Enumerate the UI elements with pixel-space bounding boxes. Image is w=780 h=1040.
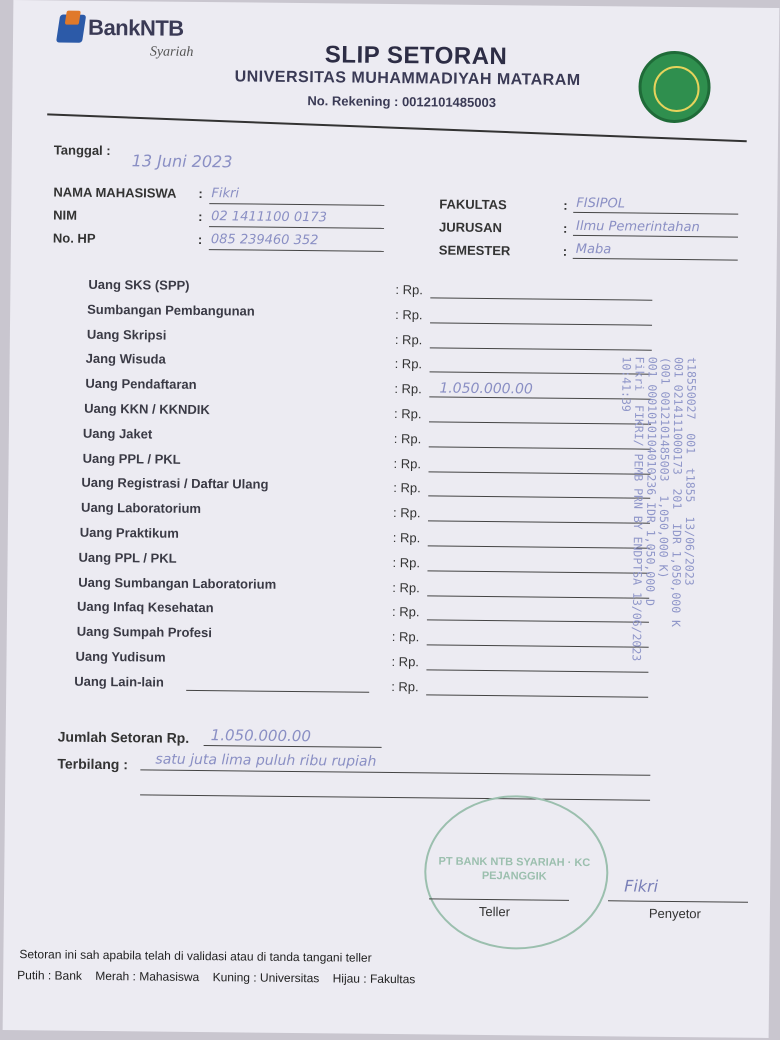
fakultas-label: FAKULTAS	[439, 196, 507, 213]
payment-item-line	[428, 520, 650, 523]
payment-item-rp: : Rp.	[394, 406, 422, 422]
nama-line	[209, 203, 384, 206]
payment-item-rp: : Rp.	[391, 679, 419, 695]
payment-item-label: Uang Sumbangan Laboratorium	[78, 574, 277, 592]
hp-value: 085 239460 352	[210, 232, 319, 249]
payment-item-label: Uang Praktikum	[79, 524, 179, 541]
university-seal-icon	[638, 51, 711, 124]
university-name: UNIVERSITAS MUHAMMADIYAH MATARAM	[234, 68, 581, 89]
tanggal-value: 13 Juni 2023	[131, 151, 233, 172]
bank-logo-icon	[56, 15, 86, 43]
bank-stamp	[424, 794, 610, 950]
deposit-slip	[3, 0, 780, 1038]
payment-item-rp: : Rp.	[392, 555, 421, 571]
payment-item-rp: : Rp.	[391, 654, 420, 670]
hp-line	[209, 249, 384, 252]
payment-item-rp: : Rp.	[393, 456, 422, 472]
fakultas-value: FISIPOL	[576, 195, 626, 212]
fakultas-colon: :	[563, 197, 568, 213]
payment-item-label: Uang Laboratorium	[81, 499, 202, 517]
jumlah-label: Jumlah Setoran Rp.	[57, 728, 190, 746]
payment-item-rp: : Rp.	[393, 431, 422, 447]
payment-item-label: Uang Jaket	[82, 425, 153, 442]
terbilang-label: Terbilang :	[57, 755, 129, 773]
payment-item-rp: : Rp.	[394, 381, 422, 397]
jurusan-label: JURUSAN	[438, 219, 502, 236]
lain-lain-line	[186, 690, 369, 693]
payment-item-rp: : Rp.	[392, 530, 421, 546]
penyetor-signature: Fikri	[624, 876, 659, 896]
payment-item-label: Uang PPL / PKL	[82, 450, 181, 467]
payment-item-label: Uang Registrasi / Daftar Ulang	[81, 474, 269, 492]
payment-item-value: 1.050.000.00	[439, 380, 533, 398]
semester-line	[573, 258, 738, 261]
payment-item-label: Sumbangan Pembangunan	[87, 301, 255, 319]
payment-item-line	[427, 595, 649, 598]
payment-item-label: Uang Lain-lain	[74, 673, 164, 690]
nim-label: NIM	[53, 207, 78, 223]
payment-item-rp: : Rp.	[391, 604, 420, 620]
nama-colon: :	[198, 185, 203, 202]
payment-item-line	[429, 396, 651, 399]
payment-item-line	[430, 371, 652, 374]
payment-item-label: Uang Sumpah Profesi	[76, 623, 212, 641]
payment-item-rp: : Rp.	[392, 505, 421, 521]
validation-print: t18550027 001 t1855 13/06/2023 001 0214111000173 201 IDR 1,050,000 K (001 0012101485003 1,050,000 K) 001 0001010104010236 IDR 1,050,000 D Fikri FIKRI/ PEMB PRN BY ENDPTSA 13/06/2023 10:41:39	[619, 356, 699, 662]
payment-item-rp: : Rp.	[392, 580, 420, 596]
copy-colors: Putih : Bank Merah : Mahasiswa Kuning : Universitas Hijau : Fakultas	[17, 968, 416, 987]
payment-item-line	[429, 446, 651, 449]
payment-item-label: Uang Pendaftaran	[85, 375, 197, 392]
bank-logo-sub: Syariah	[149, 44, 194, 60]
nim-colon: :	[198, 208, 203, 225]
teller-label: Teller	[478, 903, 511, 920]
jurusan-value: Ilmu Pemerintahan	[575, 218, 700, 236]
payment-item-line	[427, 570, 649, 573]
payment-item-rp: : Rp.	[395, 307, 423, 323]
payment-item-line	[428, 471, 650, 474]
payment-item-line	[428, 545, 650, 548]
hp-label: No. HP	[52, 230, 96, 246]
fakultas-line	[573, 212, 738, 215]
bank-stamp-text: PT BANK NTB SYARIAH · KC PEJANGGIK	[438, 855, 591, 883]
terbilang-line-2	[140, 794, 650, 800]
payment-item-line	[426, 669, 648, 672]
jumlah-value: 1.050.000.00	[210, 726, 312, 746]
payment-item-label: Uang SKS (SPP)	[88, 276, 190, 293]
payment-item-rp: : Rp.	[393, 480, 421, 496]
payment-item-label: Uang Yudisum	[75, 648, 166, 665]
payment-item-line	[427, 619, 649, 622]
payment-item-rp: : Rp.	[394, 356, 423, 372]
payment-item-line	[429, 421, 651, 424]
payment-item-line	[428, 495, 650, 498]
semester-colon: :	[562, 243, 568, 259]
jumlah-line	[204, 745, 382, 748]
bank-logo-text: BankNTB	[88, 14, 184, 41]
payment-item-line	[430, 297, 652, 300]
nim-value: 02 1411100 0173	[211, 209, 328, 226]
payment-item-label: Uang Infaq Kesehatan	[76, 598, 214, 616]
payment-item-line	[430, 322, 652, 325]
semester-label: SEMESTER	[438, 242, 511, 259]
payment-item-line	[430, 347, 652, 350]
slip-title: SLIP SETORAN	[324, 41, 508, 71]
jurusan-colon: :	[562, 220, 568, 236]
penyetor-label: Penyetor	[648, 905, 702, 922]
tanggal-label: Tanggal :	[53, 142, 111, 159]
header-divider	[47, 113, 747, 142]
terbilang-value: satu juta lima puluh ribu rupiah	[155, 751, 377, 770]
semester-value: Maba	[575, 241, 612, 258]
jurusan-line	[573, 235, 738, 238]
payment-item-rp: : Rp.	[391, 629, 420, 645]
payment-item-label: Uang PPL / PKL	[78, 549, 177, 566]
penyetor-line	[608, 900, 748, 902]
account-number: No. Rekening : 0012101485003	[307, 93, 497, 111]
terbilang-line-1	[140, 769, 650, 775]
hp-colon: :	[197, 231, 203, 248]
nim-line	[209, 226, 384, 229]
payment-item-rp: : Rp.	[394, 332, 423, 348]
payment-item-label: Uang KKN / KKNDIK	[84, 400, 210, 418]
payment-item-label: Jang Wisuda	[85, 350, 166, 367]
nama-value: Fikri	[211, 186, 240, 202]
payment-item-rp: : Rp.	[395, 282, 423, 298]
nama-label: NAMA MAHASISWA	[53, 184, 177, 201]
payment-item-line	[426, 694, 648, 697]
payment-item-label: Uang Skripsi	[86, 326, 167, 343]
payment-item-line	[427, 644, 649, 647]
validity-note: Setoran ini sah apabila telah di validasi atau di tanda tangani teller	[19, 947, 372, 965]
